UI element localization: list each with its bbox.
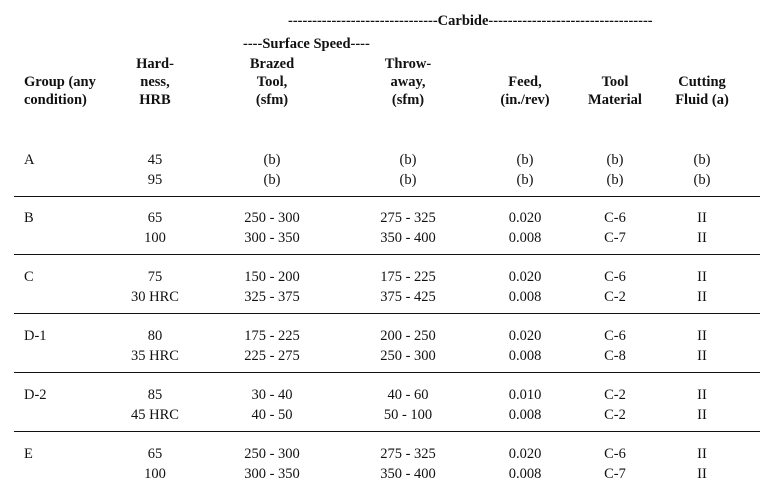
cell-throwaway: 50 - 100 xyxy=(383,407,433,423)
cell-tool: C-8 xyxy=(604,348,626,364)
header-brazed-line2: Tool, xyxy=(256,74,288,90)
header-throwaway xyxy=(348,55,468,109)
group-label: D-2 xyxy=(24,387,47,403)
header-feed-line1: Feed, xyxy=(508,74,542,90)
cell-throwaway: 250 - 300 xyxy=(380,348,436,364)
cell-throwaway: 350 - 400 xyxy=(380,466,436,482)
cell-hardness: 75 xyxy=(147,269,163,285)
cell-throwaway: (b) xyxy=(399,172,417,188)
cell-throwaway: 40 - 60 xyxy=(387,387,429,403)
cell-feed: 0.008 xyxy=(508,230,542,246)
cell-hardness: 65 xyxy=(147,446,163,462)
cell-hardness: 30 HRC xyxy=(131,289,179,305)
cell-fluid: II xyxy=(697,348,707,364)
group-label: A xyxy=(24,152,35,168)
cell-brazed: 300 - 350 xyxy=(244,466,300,482)
header-fluid-line2: Fluid (a) xyxy=(675,92,729,108)
cell-fluid: II xyxy=(697,446,707,462)
cell-fluid: (b) xyxy=(693,172,711,188)
group-label: B xyxy=(24,210,34,226)
cell-brazed: (b) xyxy=(263,152,281,168)
group-label: C xyxy=(24,269,34,285)
cell-throwaway: (b) xyxy=(399,152,417,168)
cell-feed: 0.020 xyxy=(508,328,542,344)
cell-fluid: II xyxy=(697,328,707,344)
cell-hardness: 45 HRC xyxy=(131,407,179,423)
header-feed xyxy=(475,73,575,109)
row-divider xyxy=(14,313,760,314)
cell-brazed: 30 - 40 xyxy=(251,387,293,403)
cell-hardness: 80 xyxy=(147,328,163,344)
row-divider xyxy=(14,254,760,255)
cell-hardness: 35 HRC xyxy=(131,348,179,364)
surface-speed-banner: ----Surface Speed---- xyxy=(243,36,370,52)
row-divider xyxy=(14,372,760,373)
cell-hardness: 95 xyxy=(147,172,163,188)
cell-hardness: 85 xyxy=(147,387,163,403)
cell-throwaway: 375 - 425 xyxy=(380,289,436,305)
cell-throwaway: 200 - 250 xyxy=(380,328,436,344)
cell-tool: C-7 xyxy=(604,230,626,246)
cell-tool: (b) xyxy=(606,152,624,168)
row-divider xyxy=(14,196,760,197)
cell-feed: (b) xyxy=(516,152,534,168)
cell-throwaway: 175 - 225 xyxy=(380,269,436,285)
header-group xyxy=(24,73,96,109)
cell-brazed: 40 - 50 xyxy=(251,407,293,423)
cell-feed: (b) xyxy=(516,172,534,188)
header-hardness-line2: ness, xyxy=(140,74,170,90)
cell-hardness: 45 xyxy=(147,152,163,168)
cell-brazed: 175 - 225 xyxy=(244,328,300,344)
cell-tool: C-6 xyxy=(604,269,626,285)
header-cutting-fluid xyxy=(650,73,754,109)
cell-fluid: II xyxy=(697,289,707,305)
cell-brazed: 300 - 350 xyxy=(244,230,300,246)
header-brazed xyxy=(222,55,322,109)
cell-brazed: 150 - 200 xyxy=(244,269,300,285)
cell-throwaway: 350 - 400 xyxy=(380,230,436,246)
header-fluid-line1: Cutting xyxy=(678,74,726,90)
cell-feed: 0.020 xyxy=(508,269,542,285)
header-group-line2: condition) xyxy=(24,92,87,108)
cell-hardness: 100 xyxy=(144,230,166,246)
cell-feed: 0.010 xyxy=(508,387,542,403)
cell-brazed: 325 - 375 xyxy=(244,289,300,305)
cell-feed: 0.008 xyxy=(508,466,542,482)
header-tool-line2: Material xyxy=(588,92,642,108)
cell-hardness: 100 xyxy=(144,466,166,482)
row-divider xyxy=(14,431,760,432)
header-hardness-line3: HRB xyxy=(139,92,171,108)
header-group-line1: Group (any xyxy=(24,74,96,90)
cell-fluid: II xyxy=(697,466,707,482)
group-label: D-1 xyxy=(24,328,47,344)
cell-feed: 0.020 xyxy=(508,210,542,226)
cell-tool: C-2 xyxy=(604,407,626,423)
cell-brazed: (b) xyxy=(263,172,281,188)
cell-fluid: II xyxy=(697,230,707,246)
cell-brazed: 250 - 300 xyxy=(244,446,300,462)
header-throwaway-line3: (sfm) xyxy=(391,92,425,108)
cell-brazed: 225 - 275 xyxy=(244,348,300,364)
cell-fluid: II xyxy=(697,407,707,423)
cell-throwaway: 275 - 325 xyxy=(380,210,436,226)
header-throwaway-line1: Throw- xyxy=(384,56,432,72)
cell-feed: 0.008 xyxy=(508,407,542,423)
cell-tool: (b) xyxy=(606,172,624,188)
cell-tool: C-2 xyxy=(604,289,626,305)
carbide-banner: -------------------------------Carbide---------------------------------- xyxy=(288,13,653,29)
cell-hardness: 65 xyxy=(147,210,163,226)
cell-feed: 0.020 xyxy=(508,446,542,462)
header-brazed-line1: Brazed xyxy=(249,56,295,72)
cell-throwaway: 275 - 325 xyxy=(380,446,436,462)
header-tool-line1: Tool xyxy=(601,74,629,90)
cell-tool: C-2 xyxy=(604,387,626,403)
header-feed-line2: (in./rev) xyxy=(500,92,550,108)
cell-fluid: II xyxy=(697,210,707,226)
cell-tool: C-6 xyxy=(604,328,626,344)
cell-tool: C-6 xyxy=(604,446,626,462)
cell-brazed: 250 - 300 xyxy=(244,210,300,226)
header-hardness-line1: Hard- xyxy=(136,56,174,72)
header-brazed-line3: (sfm) xyxy=(255,92,289,108)
header-hardness xyxy=(105,55,205,109)
cell-fluid: (b) xyxy=(693,152,711,168)
cell-fluid: II xyxy=(697,387,707,403)
group-label: E xyxy=(24,446,33,462)
cell-fluid: II xyxy=(697,269,707,285)
cell-tool: C-6 xyxy=(604,210,626,226)
cell-tool: C-7 xyxy=(604,466,626,482)
header-throwaway-line2: away, xyxy=(390,74,426,90)
cell-feed: 0.008 xyxy=(508,289,542,305)
cell-feed: 0.008 xyxy=(508,348,542,364)
